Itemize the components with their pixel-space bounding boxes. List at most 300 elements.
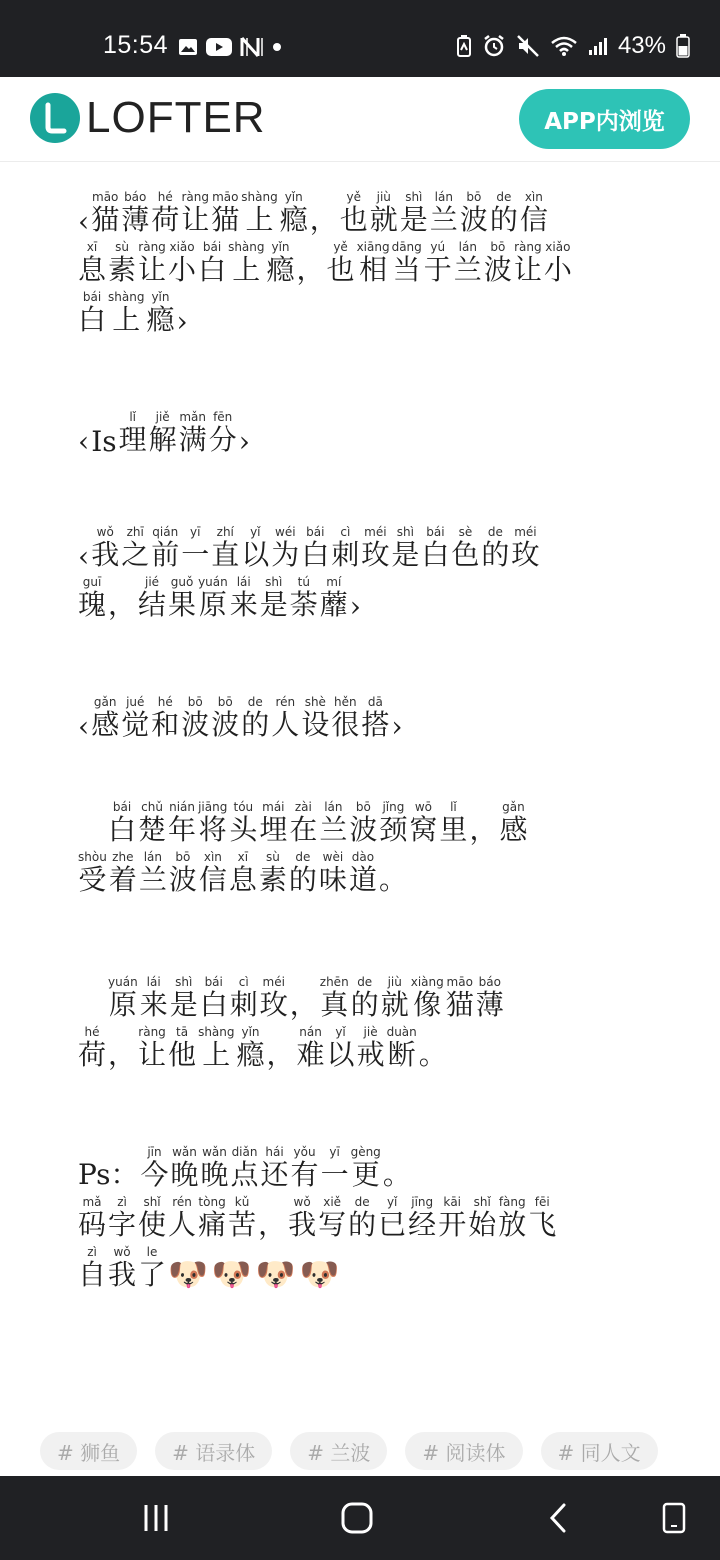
pinyin: lǐ: [439, 800, 468, 814]
text-line: [78, 1196, 558, 1243]
punctuation: ，: [469, 813, 498, 846]
pinyin: méi: [361, 525, 390, 539]
pinyin: shàng: [241, 190, 278, 204]
punctuation: ，: [289, 988, 318, 1021]
hanzi: 晚: [200, 1158, 229, 1191]
hanzi: 感: [91, 708, 120, 741]
text-line: [78, 976, 506, 1023]
hanzi-with-pinyin: [424, 241, 452, 288]
hanzi-with-pinyin: [408, 1196, 436, 1243]
hanzi-with-pinyin: [320, 976, 349, 1023]
hanzi: 兰: [453, 253, 482, 286]
pinyin: dā: [361, 695, 390, 709]
hanzi-with-pinyin: [200, 976, 228, 1023]
youtube-icon: [206, 38, 232, 56]
hanzi: 的: [348, 1208, 377, 1241]
pinyin: bái: [301, 525, 330, 539]
hanzi-with-pinyin: [209, 411, 237, 458]
hanzi-with-pinyin: [121, 526, 149, 573]
hanzi-with-pinyin: [168, 1196, 196, 1243]
hanzi: 上: [108, 303, 145, 336]
hanzi: 小: [543, 253, 572, 286]
pinyin: zhe: [108, 850, 137, 864]
hanzi-with-pinyin: [169, 851, 197, 898]
hanzi: 波: [168, 863, 197, 896]
pinyin: zì: [78, 1245, 107, 1259]
lofter-logo[interactable]: [30, 93, 266, 143]
hanzi-with-pinyin: [327, 241, 355, 288]
pinyin: shì: [391, 525, 420, 539]
battery-icon: [676, 34, 690, 58]
pinyin: shàng: [108, 290, 145, 304]
hanzi-with-pinyin: [340, 191, 368, 238]
pinyin: kāi: [438, 1195, 467, 1209]
punctuation: ›: [349, 590, 361, 623]
text-line: [78, 526, 541, 573]
tag-list: [40, 1432, 658, 1470]
hanzi-with-pinyin: [318, 1196, 346, 1243]
tag-chip[interactable]: # 兰波: [290, 1432, 387, 1470]
hanzi-with-pinyin: [119, 411, 147, 458]
pinyin: méi: [259, 975, 288, 989]
punctuation: ，: [309, 203, 338, 236]
hanzi: 点: [230, 1158, 259, 1191]
pinyin: xī: [228, 850, 257, 864]
pinyin: xiě: [318, 1195, 347, 1209]
hanzi-with-pinyin: [481, 526, 509, 573]
text-line: [78, 1026, 449, 1073]
hanzi: 我: [108, 1258, 137, 1291]
hanzi-with-pinyin: [138, 576, 166, 623]
mute-icon: [516, 34, 540, 58]
hanzi-with-pinyin: [231, 1146, 259, 1193]
hanzi: 小: [168, 253, 197, 286]
hanzi-with-pinyin: [392, 241, 422, 288]
hanzi-with-pinyin: [520, 191, 548, 238]
hanzi: 的: [350, 988, 379, 1021]
hanzi-with-pinyin: [138, 1196, 166, 1243]
pinyin: zhī: [121, 525, 150, 539]
hanzi: 道: [348, 863, 377, 896]
hanzi: 瘾: [279, 203, 308, 236]
hanzi: 色: [451, 538, 480, 571]
dot-icon: [272, 42, 282, 52]
hanzi: 解: [148, 423, 177, 456]
hanzi: 里: [439, 813, 468, 846]
logo-text: LOFTER: [86, 93, 266, 142]
hanzi-with-pinyin: [228, 241, 264, 288]
hanzi-with-pinyin: [151, 191, 179, 238]
hanzi-with-pinyin: [241, 191, 277, 238]
back-icon[interactable]: [538, 1498, 578, 1538]
pinyin: bō: [181, 695, 210, 709]
hanzi: 在: [289, 813, 318, 846]
hanzi: 兰: [138, 863, 167, 896]
hanzi: 让: [181, 203, 210, 236]
hanzi: 是: [399, 203, 428, 236]
pinyin: cì: [331, 525, 360, 539]
punctuation: [78, 808, 106, 848]
hanzi: 很: [331, 708, 360, 741]
hanzi-with-pinyin: [168, 1026, 196, 1073]
hanzi-with-pinyin: [484, 241, 512, 288]
tag-chip[interactable]: # 语录体: [155, 1432, 272, 1470]
text-line: [78, 1146, 413, 1193]
hanzi: 有: [290, 1158, 319, 1191]
hanzi: 白: [78, 303, 107, 336]
pinyin: jīng: [408, 1195, 437, 1209]
pinyin: jiù: [380, 975, 409, 989]
hanzi: 白: [199, 988, 228, 1021]
hanzi: 使: [138, 1208, 167, 1241]
text-line: [78, 241, 574, 288]
hanzi: 晚: [170, 1158, 199, 1191]
pinyin: wǎn: [170, 1145, 199, 1159]
pinyin: shǐ: [468, 1195, 497, 1209]
hanzi: 白: [301, 538, 330, 571]
pinyin: wō: [409, 800, 438, 814]
pinyin: māo: [211, 190, 240, 204]
hanzi-with-pinyin: [490, 191, 518, 238]
hanzi: 苦: [228, 1208, 257, 1241]
hanzi: 原: [108, 988, 138, 1021]
pinyin: xiǎo: [168, 240, 197, 254]
pinyin: ràng: [138, 240, 167, 254]
pinyin: gǎn: [91, 695, 120, 709]
pinyin: sù: [258, 850, 287, 864]
pinyin: jié: [138, 575, 167, 589]
pinyin: de: [489, 190, 518, 204]
hanzi-with-pinyin: [260, 576, 288, 623]
hanzi-with-pinyin: [271, 696, 299, 743]
screenshot-icon[interactable]: [654, 1498, 694, 1538]
hanzi-with-pinyin: [439, 801, 467, 848]
pinyin: báo: [475, 975, 504, 989]
hanzi-with-pinyin: [468, 1196, 496, 1243]
hanzi-with-pinyin: [237, 1026, 265, 1073]
pinyin: jué: [121, 695, 150, 709]
hanzi: 上: [198, 1038, 235, 1071]
dog-emoji: 🐶: [211, 1255, 252, 1293]
tag-chip[interactable]: # 狮鱼: [40, 1432, 137, 1470]
hanzi: 分: [208, 423, 237, 456]
hanzi: 息: [78, 253, 107, 286]
hanzi: 来: [229, 588, 258, 621]
recent-apps-icon[interactable]: [136, 1498, 176, 1538]
hanzi-with-pinyin: [319, 851, 347, 898]
home-icon[interactable]: [337, 1498, 377, 1538]
punctuation: ›: [176, 305, 188, 338]
hanzi-with-pinyin: [361, 526, 389, 573]
pinyin: fēn: [208, 410, 237, 424]
hanzi: 味: [318, 863, 347, 896]
pinyin: guī: [78, 575, 106, 589]
punctuation: ‹: [78, 710, 90, 743]
hanzi: 始: [468, 1208, 497, 1241]
hanzi: 已: [378, 1208, 407, 1241]
dog-emoji: 🐶: [168, 1255, 208, 1293]
pinyin: shàng: [198, 1025, 235, 1039]
hanzi-with-pinyin: [91, 526, 119, 573]
hanzi-with-pinyin: [170, 976, 198, 1023]
hanzi: 楚: [138, 813, 167, 846]
hanzi-with-pinyin: [301, 526, 329, 573]
hanzi-with-pinyin: [379, 801, 407, 848]
hanzi-with-pinyin: [331, 696, 359, 743]
hanzi-with-pinyin: [387, 1026, 417, 1073]
hanzi-with-pinyin: [430, 191, 458, 238]
pinyin: de: [288, 850, 317, 864]
hanzi: 了: [138, 1258, 167, 1291]
pinyin: zhí: [211, 525, 240, 539]
hanzi: 难: [296, 1038, 325, 1071]
hanzi-with-pinyin: [320, 576, 348, 623]
hanzi: 搭: [361, 708, 390, 741]
hanzi: 觉: [121, 708, 150, 741]
pinyin: tóu: [229, 800, 258, 814]
hanzi: 素: [258, 863, 287, 896]
pinyin: guǒ: [168, 575, 197, 589]
pinyin: bō: [483, 240, 512, 254]
hanzi-with-pinyin: [78, 851, 107, 898]
pinyin: yú: [423, 240, 452, 254]
hanzi: 字: [108, 1208, 137, 1241]
hanzi-with-pinyin: [370, 191, 398, 238]
pinyin: shè: [301, 695, 330, 709]
pinyin: yě: [326, 240, 355, 254]
pinyin: ràng: [513, 240, 542, 254]
hanzi: 瑰: [78, 588, 107, 621]
wifi-icon: [550, 35, 578, 57]
hanzi-with-pinyin: [514, 241, 542, 288]
pinyin: yī: [320, 1145, 349, 1159]
hanzi: 头: [229, 813, 258, 846]
lofter-logo-icon: [30, 93, 80, 143]
hanzi: 当: [391, 253, 422, 286]
pinyin: yǒu: [290, 1145, 319, 1159]
hanzi-with-pinyin: [280, 191, 308, 238]
pinyin: zài: [289, 800, 318, 814]
hanzi-with-pinyin: [151, 696, 179, 743]
hanzi: 让: [138, 253, 167, 286]
pinyin: yǐn: [266, 240, 295, 254]
pinyin: gǎn: [499, 800, 528, 814]
pinyin: jiě: [148, 410, 177, 424]
hanzi: 开: [438, 1208, 467, 1241]
pinyin: shì: [259, 575, 288, 589]
pinyin: māo: [91, 190, 120, 204]
hanzi-with-pinyin: [499, 801, 527, 848]
pinyin: nián: [168, 800, 197, 814]
pinyin: rén: [271, 695, 300, 709]
hanzi: 上: [241, 203, 278, 236]
hanzi-with-pinyin: [140, 1146, 168, 1193]
hanzi: 痛: [198, 1208, 227, 1241]
hanzi-with-pinyin: [290, 576, 318, 623]
hanzi: 今: [140, 1158, 169, 1191]
hanzi-with-pinyin: [151, 526, 179, 573]
punctuation: ，: [266, 1038, 295, 1071]
hanzi: 波: [459, 203, 488, 236]
app-header: [0, 77, 720, 162]
hanzi: 将: [198, 813, 228, 846]
punctuation: ，: [108, 588, 137, 621]
hanzi-with-pinyin: [421, 526, 449, 573]
pinyin: bái: [198, 240, 227, 254]
hanzi: 瘾: [266, 253, 295, 286]
hanzi: 素: [108, 253, 137, 286]
hanzi: 我: [91, 538, 120, 571]
hanzi-with-pinyin: [319, 801, 347, 848]
hanzi-with-pinyin: [181, 526, 209, 573]
pinyin: bō: [459, 190, 488, 204]
hanzi: 设: [301, 708, 330, 741]
hanzi: 他: [168, 1038, 197, 1071]
pinyin: wǒ: [288, 1195, 317, 1209]
hanzi-with-pinyin: [241, 526, 269, 573]
pinyin: chǔ: [138, 800, 167, 814]
hanzi-with-pinyin: [78, 291, 106, 338]
punctuation: ‹: [78, 540, 90, 573]
signal-icon: [588, 36, 608, 56]
pinyin: báo: [121, 190, 150, 204]
hanzi: 波: [181, 708, 210, 741]
text-line: [78, 1246, 343, 1293]
hanzi-with-pinyin: [476, 976, 504, 1023]
hanzi-with-pinyin: [108, 801, 136, 848]
hanzi: 前: [151, 538, 180, 571]
hanzi: 放: [498, 1208, 527, 1241]
punctuation: 。: [378, 863, 407, 896]
hanzi: 兰: [429, 203, 458, 236]
text-line: [78, 801, 529, 848]
hanzi-with-pinyin: [349, 851, 377, 898]
punctuation: ‹: [78, 205, 90, 238]
hanzi-with-pinyin: [348, 1196, 376, 1243]
pinyin: lán: [138, 850, 167, 864]
pinyin: de: [481, 525, 510, 539]
hanzi-with-pinyin: [198, 241, 226, 288]
hanzi-with-pinyin: [121, 696, 149, 743]
hanzi-with-pinyin: [109, 851, 137, 898]
punctuation: ，: [108, 1038, 137, 1071]
hanzi: 相: [356, 253, 390, 286]
pinyin: wéi: [271, 525, 300, 539]
pinyin: wèi: [318, 850, 347, 864]
pinyin: sù: [108, 240, 137, 254]
pinyin: de: [348, 1195, 377, 1209]
pinyin: mái: [259, 800, 288, 814]
pinyin: tú: [289, 575, 318, 589]
hanzi: 颈: [379, 813, 408, 846]
hanzi: 白: [421, 538, 450, 571]
pinyin: shì: [169, 975, 198, 989]
hanzi-with-pinyin: [297, 1026, 325, 1073]
hanzi-with-pinyin: [108, 291, 144, 338]
hanzi-with-pinyin: [411, 976, 444, 1023]
hanzi-with-pinyin: [261, 1146, 289, 1193]
pinyin: hé: [151, 695, 180, 709]
hanzi-with-pinyin: [179, 411, 207, 458]
battery-saver-icon: [456, 34, 472, 58]
hanzi: 猫: [445, 988, 474, 1021]
hanzi: 的: [288, 863, 317, 896]
hanzi-with-pinyin: [198, 576, 228, 623]
hanzi-with-pinyin: [121, 191, 149, 238]
tag-chip[interactable]: # 同人文: [541, 1432, 658, 1470]
pinyin: hé: [78, 1025, 106, 1039]
hanzi: 是: [259, 588, 288, 621]
hanzi-with-pinyin: [378, 1196, 406, 1243]
hanzi: 理: [118, 423, 147, 456]
pinyin: xiāng: [356, 240, 390, 254]
hanzi: 埋: [259, 813, 288, 846]
hanzi-with-pinyin: [230, 576, 258, 623]
hanzi-with-pinyin: [400, 191, 428, 238]
pinyin: shì: [399, 190, 428, 204]
hanzi: 猫: [211, 203, 240, 236]
pinyin: jiù: [369, 190, 398, 204]
pinyin: lái: [229, 575, 258, 589]
pinyin: mǎ: [78, 1195, 107, 1209]
hanzi-with-pinyin: [288, 1196, 316, 1243]
hanzi: 瘾: [146, 303, 175, 336]
hanzi: 感: [499, 813, 528, 846]
text-line: [78, 576, 363, 623]
hanzi-with-pinyin: [211, 696, 239, 743]
tag-chip[interactable]: # 阅读体: [405, 1432, 522, 1470]
pinyin: yuán: [198, 575, 228, 589]
hanzi: 为: [271, 538, 300, 571]
hanzi-with-pinyin: [544, 241, 572, 288]
hanzi-with-pinyin: [391, 526, 419, 573]
hanzi-with-pinyin: [168, 576, 196, 623]
pinyin: bái: [78, 290, 106, 304]
pinyin: jiè: [356, 1025, 385, 1039]
pinyin: yǐn: [146, 290, 175, 304]
hanzi-with-pinyin: [78, 1026, 106, 1073]
pinyin: bō: [349, 800, 378, 814]
hanzi-with-pinyin: [228, 1196, 256, 1243]
hanzi: 瘾: [236, 1038, 265, 1071]
open-in-app-button[interactable]: APP内浏览: [519, 89, 690, 149]
pinyin: zì: [108, 1195, 137, 1209]
pinyin: bái: [108, 800, 137, 814]
hanzi: 信: [198, 863, 227, 896]
hanzi-with-pinyin: [138, 1026, 166, 1073]
hanzi: 以: [241, 538, 270, 571]
hanzi: 的: [489, 203, 518, 236]
alarm-icon: [482, 34, 506, 58]
punctuation: 。: [418, 1038, 447, 1071]
status-bar: [0, 0, 720, 77]
pinyin: lǐ: [118, 410, 147, 424]
punctuation: ，: [258, 1208, 287, 1241]
text-line: [78, 291, 190, 338]
pinyin: kǔ: [228, 1195, 257, 1209]
hanzi: 刺: [331, 538, 360, 571]
text-line: [78, 851, 409, 898]
status-time: 15:54: [103, 31, 169, 59]
text-line: [78, 411, 252, 458]
hanzi: 原: [198, 588, 228, 621]
pinyin: méi: [511, 525, 540, 539]
hanzi-with-pinyin: [361, 696, 389, 743]
hanzi: 白: [108, 813, 137, 846]
hanzi: 人: [168, 1208, 197, 1241]
hanzi-with-pinyin: [289, 851, 317, 898]
hanzi: 息: [228, 863, 257, 896]
